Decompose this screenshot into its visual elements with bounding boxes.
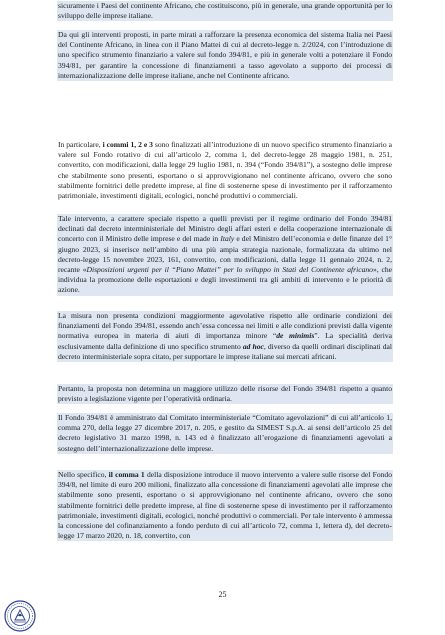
paragraph-1 (57, 1, 393, 21)
paragraph-4-text-c: », che individua la promozione delle esportazioni e degli investimenti tra gli ambiti di intervento e le priorità di azione. (58, 265, 392, 295)
paragraph-6 (57, 384, 393, 404)
paragraph-1-text: sicuramente i Paesi del continente Africano, che costituiscono, più in generale, una grande opportunità per lo sviluppo delle imprese italiane. (58, 1, 392, 21)
paragraph-5-de-minimis: de minimis (276, 331, 315, 341)
paragraph-3-text-a: In particolare, (58, 140, 103, 149)
paragraph-8-text-b: della disposizione introduce il nuovo intervento a valere sulle risorse del Fondo 394/8, nel limite di euro 200 milioni, finalizzato alla concessione di finanziamenti agevolati alle imprese che stabilmente sono presenti, esportano o si approvvigionano nel continente africano, ovvero che sono stabilmente fornitrici delle predette imprese, al fine di sostenerne spese di investimento per il rafforzamento patrimoniale, investimenti digitali, ecologici, nonché produttivi o commerciali. Per tale intervento è ammessa la concessione del cofinanziamento a fondo perduto di cui all’articolo 72, comma 1, lettera d), del decreto-legge 17 marzo 2020, n. 18, convertito, con (58, 470, 393, 541)
paragraph-1-block (57, 1, 393, 21)
paragraph-8-text-a: Nello specifico, (58, 470, 109, 479)
paragraph-2-block (57, 30, 393, 81)
paragraph-8-bold-comma: il comma 1 (108, 470, 145, 479)
paragraph-3 (57, 140, 393, 201)
paragraph-3-text-b: sono finalizzati all’introduzione di un nuovo specifico strumento finanziario a valere sul Fondo rotativo di cui all’articolo 2, comma 1, del decreto-legge 28 maggio 1981, n. 251, convertito, con modificazioni, dalla legge 29 luglio 1981, n. 394 (“Fondo 394/81”), a sostegno delle imprese che stabilmente sono presenti, esportano o si approvvigionano nel continente africano, ovvero che sono stabilmente fornitrici delle predette imprese, al fine di sostenerne spese di investimento per il rafforzamento patrimoniale, investimenti digitali, ecologici, nonché produttivi o commerciali. (58, 140, 392, 201)
paragraph-3-bold-commi: i commi 1, 2 e 3 (102, 140, 153, 149)
paragraph-5-text-a: La misura non presenta condizioni maggiormente agevolative rispetto alle ordinarie condizioni dei finanziamenti del Fondo 394/81, essendo anch’essa concessa nei limiti e alle condizioni previsti dalla vigente normativa europea in materia di aiuti di importanza minore “ (58, 311, 392, 341)
paragraph-7 (57, 413, 393, 454)
paragraph-4-italic-italy: Italy (220, 234, 235, 244)
paragraph-8 (57, 470, 393, 541)
paragraph-2-text: Da qui gli interventi proposti, in parte mirati a rafforzare la presenza economica del sistema Italia nei Paesi del Continente Africano, in linea con il Piano Mattei di cui al decreto-legge n. 2/2024, con l’introduzione di uno specifico strumento finanziario a valere sul fondo 394/81, e più in generale volti a potenziare il Fondo 394/81, per garantire la concessione di finanziamenti a tasso agevolato a supporto dei processi di internazionalizzazione delle imprese italiane, anche nel Continente africano. (58, 30, 392, 80)
paragraph-4 (57, 214, 393, 296)
paragraph-4-block (57, 214, 393, 296)
paragraph-3-block (57, 140, 393, 201)
paragraph-7-block (57, 413, 393, 454)
paragraph-5-ad-hoc: ad hoc (242, 341, 264, 351)
paragraph-5-text-c: , diverso da quelli ordinari disciplinati dal decreto interministeriale sopra citato, per supportare le imprese italiane sui mercati africani. (58, 341, 392, 361)
senate-seal-icon (4, 600, 36, 632)
paragraph-5-text-b: ”. La specialità deriva esclusivamente dalla definizione di uno specifico strumento (58, 331, 392, 351)
paragraph-5-block (57, 311, 393, 362)
paragraph-7-text: Il Fondo 394/81 è amministrato dal Comitato interministeriale “Comitato agevolazioni” di cui all’articolo 1, comma 270, della legge 27 dicembre 2017, n. 205, e gestito da SIMEST S.p.A. ai sensi dell’articolo 25 del decreto legislativo 31 marzo 1998, n. 143 ed è finalizzato all’erogazione di finanziamenti agevolati a sostegno dell’internazionalizzazione delle imprese. (58, 413, 392, 453)
paragraph-4-text-b: e del Ministro dell’economia e delle finanze del 1° giugno 2023, si inserisce nell’ambito di una più ampia strategia nazionale, formalizzata da ultimo nel decreto-legge 15 novembre 2023, 161, convertito, con modificazioni, dalla legge 11 gennaio 2024, n. 2, recante « (58, 234, 392, 275)
page-number: 25 (218, 590, 227, 599)
paragraph-5 (57, 311, 393, 362)
paragraph-2 (57, 30, 393, 81)
paragraph-8-block (57, 470, 393, 541)
paragraph-6-text: Pertanto, la proposta non determina un maggiore utilizzo delle risorse del Fondo 394/81 rispetto a quanto previsto a legislazione vigente per l’operatività ordinaria. (58, 384, 392, 404)
paragraph-4-text-a: Tale intervento, a carattere speciale rispetto a quelli previsti per il regime ordinario del Fondo 394/81 declinati dal decreto interministeriale del Ministro degli affari esteri e della cooperazione internazionale di concerto con il Ministro delle imprese e del made in (58, 214, 392, 244)
paragraph-6-block (57, 384, 393, 404)
paragraph-4-italic-title: Disposizioni urgenti per il “Piano Mattei” per lo sviluppo in Stati del Continente africano (86, 265, 373, 275)
